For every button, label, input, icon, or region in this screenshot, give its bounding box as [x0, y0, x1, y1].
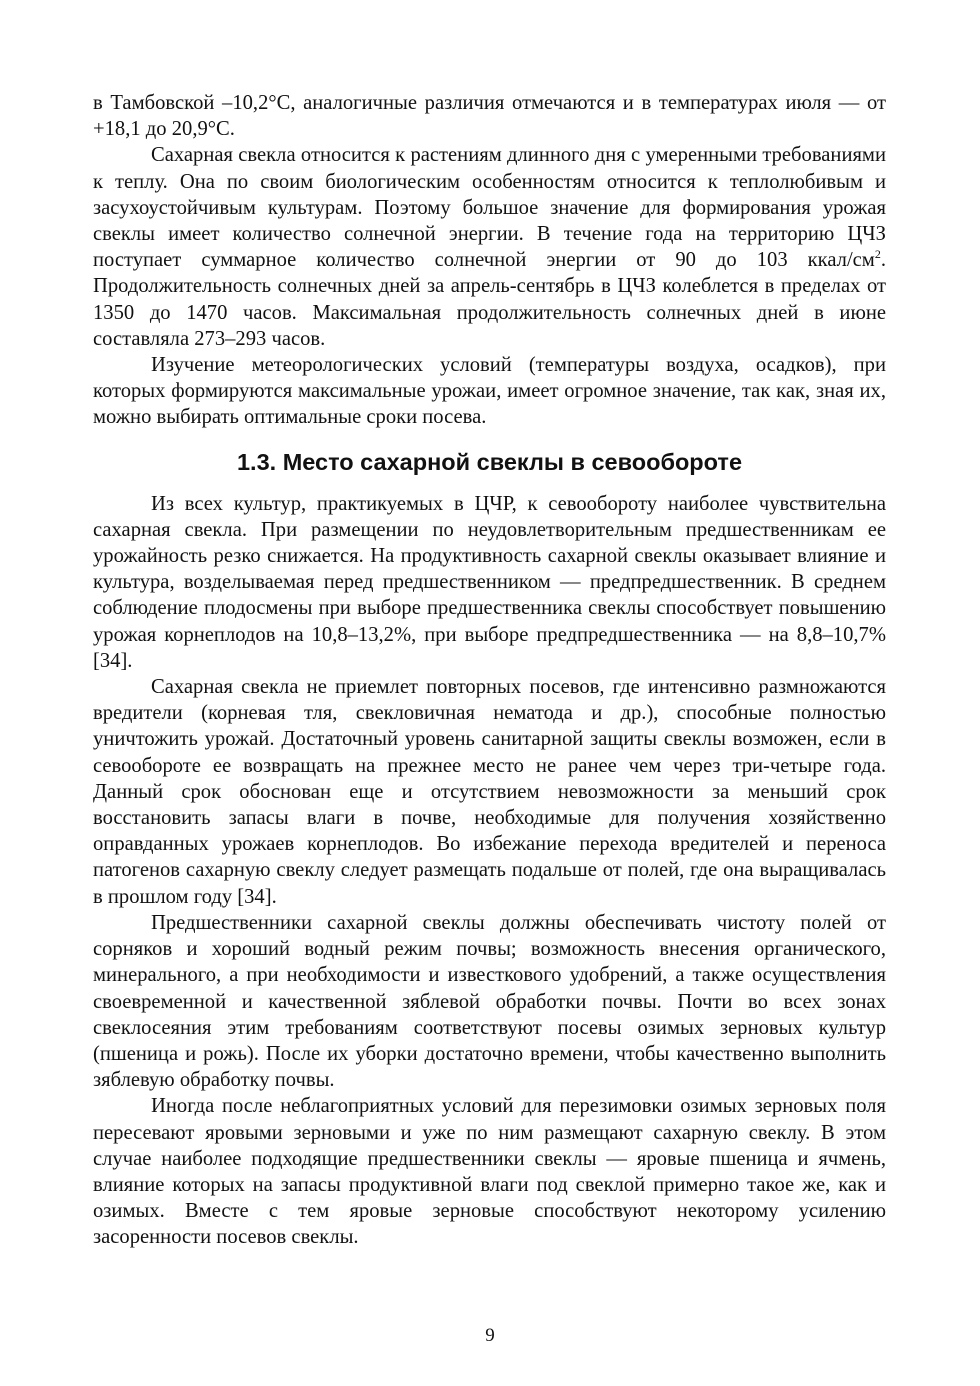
- paragraph-2-text-a: Сахарная свекла относится к растениям длинного дня с умеренными требованиями к теплу. Она по своим биологическим особенностям относится к теплолюбивым и засухоустойчивым культурам. Поэтому большое значение для формирования урожая свеклы имеет количество солнечной энергии. В течение года на территорию ЦЧЗ поступает суммарное количество солнечной энергии от 90 до 103 ккал/см: [93, 144, 886, 272]
- superscript: 2: [874, 247, 881, 262]
- section-paragraph: Из всех культур, практикуемых в ЦЧР, к севообороту наиболее чувствительна сахарная свекла. При размещении по неудовлетворительным предшественникам ее урожайность резко снижается. На продуктивность сахарной свеклы оказывает влияние и культура, возделываемая перед предшественником — предпредшественник. В среднем соблюдение плодосмены при выборе предшественника свеклы способствует повышению урожая корнеплодов на 10,8–13,2%, при выборе предпредшественника — на 8,8–10,7% [34].: [93, 492, 886, 672]
- paragraph-2: [93, 142, 886, 352]
- page-number: 9: [485, 1325, 495, 1346]
- section-paragraph: Сахарная свекла не приемлет повторных посевов, где интенсивно размножаются вредители (корневая тля, свекловичная нематода и др.), способные полностью уничтожить урожай. Достаточный уровень санитарной защиты свеклы возможен, если в севообороте ее возвращать на прежнее место не ранее чем через три-четыре года. Данный срок обоснован еще и отсутствием невозможности за меньший срок восстановить запасы влаги в почве, необходимые для получения хозяйственно оправданных урожаев корнеплодов. Во избежание перехода вредителей и переноса патогенов сахарную свеклу следует размещать подальше от полей, где она выращивалась в прошлом году [34].: [93, 676, 886, 908]
- section-title: 1.3. Место сахарной свеклы в севообороте: [236, 448, 743, 475]
- paragraph-2-text-b: . Продолжительность солнечных дней за апрель-сентябрь в ЦЧЗ колеблется в пределах от 1350 до 1470 часов. Максимальная продолжительность солнечных дней в июне составляла 273–293 часов.: [93, 249, 886, 350]
- section-paragraph: Предшественники сахарной свеклы должны обеспечивать чистоту полей от сорняков и хороший водный режим почвы; возможность внесения органического, минерального, а при необходимости и известкового удобрений, а также осуществления своевременной и качественной зяблевой обработки почвы. Почти во всех зонах свеклосеяния этим требованиям соответствуют посевы озимых зерновых культур (пшеница и рожь). После их уборки достаточно времени, чтобы качественно выполнить зяблевую обработку почвы.: [93, 911, 886, 1092]
- section-paragraph: Иногда после неблагоприятных условий для перезимовки озимых зерновых поля пересевают яровыми зерновыми и уже по ним размещают сахарную свеклу. В этом случае наиболее подходящие предшественники свеклы — яровые пшеница и ячмень, влияние которых на запасы продуктивной влаги под свеклой примерно такое же, как и озимых. Вместе с тем яровые зерновые способствуют некоторому усилению засоренности посевов свеклы.: [93, 1095, 886, 1249]
- paragraph-3: Изучение метеорологических условий (температуры воздуха, осадков), при которых формируются максимальные урожаи, имеет огромное значение, так как, зная их, можно выбирать оптимальные сроки посева.: [93, 354, 886, 429]
- paragraph-1: в Тамбовской –10,2°С, аналогичные различия отмечаются и в температурах июля — от +18,1 до 20,9°С.: [93, 92, 886, 141]
- document-page: [93, 90, 886, 1251]
